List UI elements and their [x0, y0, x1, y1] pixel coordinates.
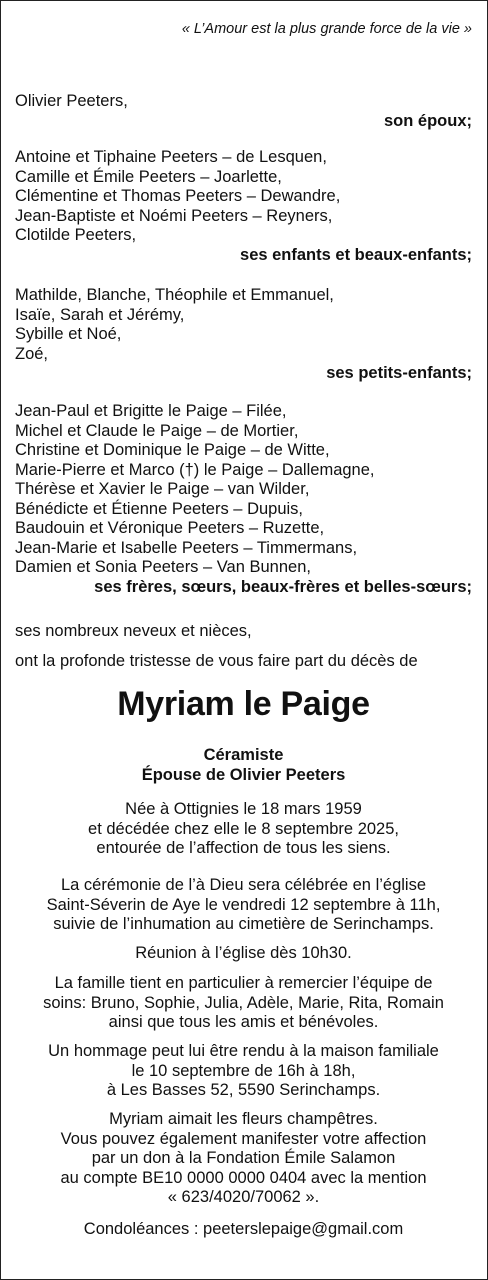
family-name-line: Camille et Émile Peeters – Joarlette,	[15, 167, 282, 186]
epigraph: « L’Amour est la plus grande force de la vie »	[181, 21, 472, 37]
family-name-line: Olivier Peeters,	[15, 92, 128, 110]
family-name-line: Jean-Baptiste et Noémi Peeters – Reyners,	[15, 206, 333, 225]
nephews-line: ses nombreux neveux et nièces,	[15, 622, 252, 640]
occupation-title: Céramiste	[203, 746, 284, 764]
family-name-line: Bénédicte et Étienne Peeters – Dupuis,	[15, 499, 304, 518]
spouse-title: Épouse de Olivier Peeters	[141, 765, 346, 784]
family-name-line: Clotilde Peeters,	[15, 226, 137, 244]
family-name-line: Jean-Marie et Isabelle Peeters – Timmermans,	[15, 538, 358, 557]
relation-label: ses enfants et beaux-enfants;	[240, 245, 472, 264]
ceremony-paragraph	[15, 876, 472, 935]
paragraph-line: par un don à la Fondation Émile Salamon	[91, 1149, 396, 1167]
closing-line	[15, 652, 472, 672]
family-name-line: Sybille et Noé,	[15, 325, 122, 343]
thanks-paragraph	[15, 974, 472, 1033]
announcement-line: ont la profonde tristesse de vous faire part du décès de	[15, 652, 418, 670]
family-name-line: Michel et Claude le Paige – de Mortier,	[15, 421, 299, 440]
family-name-line: Baudouin et Véronique Peeters – Ruzette,	[15, 519, 325, 537]
paragraph-line: La cérémonie de l’à Dieu sera célébrée en l’église	[60, 876, 427, 894]
family-group-children	[15, 148, 472, 265]
paragraph-line: Saint-Séverin de Aye le vendredi 12 septembre à 11h,	[46, 895, 441, 914]
family-name-line: Christine et Dominique le Paige – de Witte,	[15, 441, 330, 459]
paragraph-line: La famille tient en particulier à remercier l’équipe de	[54, 974, 433, 992]
condolences-contact: Condoléances : peeterslepaige@gmail.com	[83, 1220, 404, 1238]
relation-label: ses petits-enfants;	[326, 364, 472, 382]
paragraph-line: soins: Bruno, Sophie, Julia, Adèle, Marie, Rita, Romain	[43, 993, 444, 1012]
paragraph-line: entourée de l’affection de tous les siens.	[96, 839, 391, 857]
family-name-line: Isaïe, Sarah et Jérémy,	[15, 305, 185, 324]
paragraph-line: Un hommage peut lui être rendu à la maison familiale	[48, 1042, 439, 1060]
paragraph-line: Réunion à l’église dès 10h30.	[135, 944, 352, 962]
paragraph-line: et décédée chez elle le 8 septembre 2025,	[88, 819, 399, 838]
family-group-spouse	[15, 92, 472, 131]
paragraph-line: le 10 septembre de 16h à 18h,	[131, 1061, 356, 1080]
paragraph-line: Vous pouvez également manifester votre affection	[60, 1129, 427, 1148]
donation-paragraph	[15, 1110, 472, 1208]
deceased-name: Myriam le Paige	[117, 685, 370, 723]
closing-line	[15, 622, 472, 642]
family-name-line: Jean-Paul et Brigitte le Paige – Filée,	[15, 402, 287, 420]
paragraph-line: à Les Basses 52, 5590 Serinchamps.	[106, 1081, 381, 1099]
family-name-line: Thérèse et Xavier le Paige – van Wilder,	[15, 480, 310, 498]
tribute-paragraph	[15, 1042, 472, 1101]
family-name-line: Clémentine et Thomas Peeters – Dewandre,	[15, 187, 341, 205]
deceased-titles	[15, 746, 472, 785]
paragraph-line: suivie de l’inhumation au cimetière de Serinchamps.	[53, 915, 434, 933]
family-group-siblings	[15, 402, 472, 597]
family-name-line: Damien et Sonia Peeters – Van Bunnen,	[15, 558, 311, 576]
paragraph-line: « 623/4020/70062 ».	[167, 1188, 320, 1206]
family-name-line: Marie-Pierre et Marco (†) le Paige – Dallemagne,	[15, 460, 375, 479]
relation-label: son époux;	[383, 111, 472, 130]
family-name-line: Antoine et Tiphaine Peeters – de Lesquen,	[15, 148, 327, 166]
family-name-line: Mathilde, Blanche, Théophile et Emmanuel,	[15, 286, 334, 304]
relation-label: ses frères, sœurs, beaux-frères et belles-sœurs;	[94, 577, 472, 596]
paragraph-line: ainsi que tous les amis et bénévoles.	[108, 1013, 379, 1031]
condolences-paragraph	[15, 1220, 472, 1240]
paragraph-line: Myriam aimait les fleurs champêtres.	[109, 1110, 378, 1128]
paragraph-line: au compte BE10 0000 0000 0404 avec la mention	[60, 1168, 427, 1187]
family-group-grandchildren	[15, 286, 472, 384]
paragraph-line: Née à Ottignies le 18 mars 1959	[125, 800, 362, 818]
birth-death-paragraph	[15, 800, 472, 859]
family-name-line: Zoé,	[15, 344, 49, 363]
gathering-paragraph	[15, 944, 472, 964]
